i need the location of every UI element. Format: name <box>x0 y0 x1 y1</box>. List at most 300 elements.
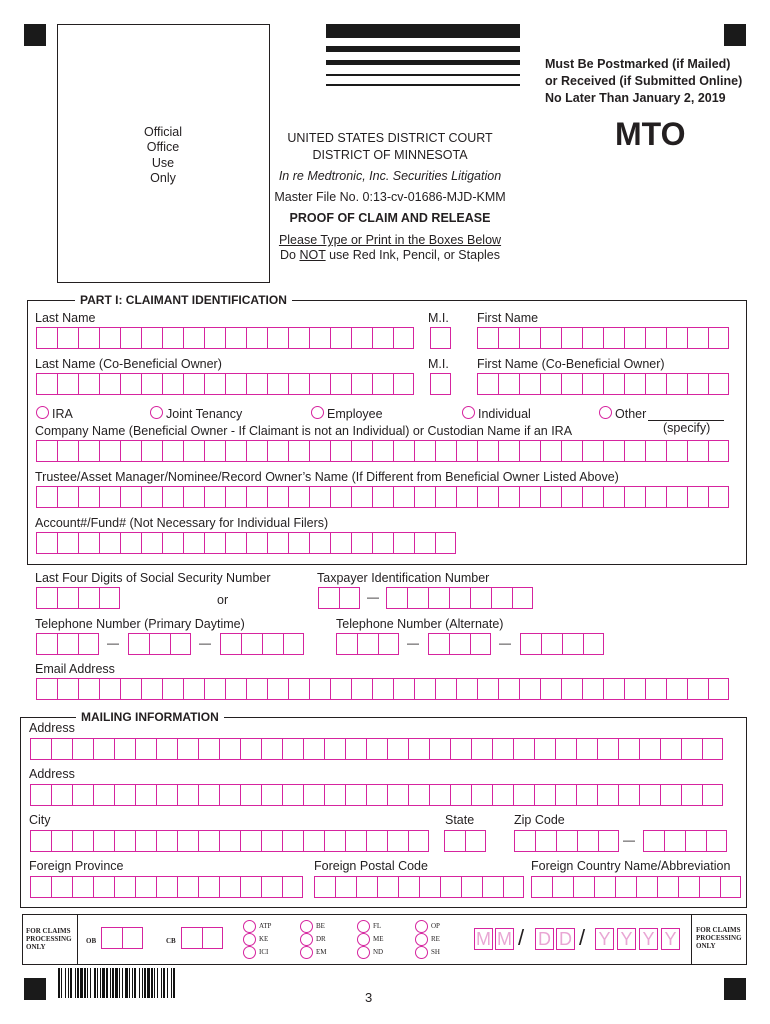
code-ke[interactable] <box>243 933 256 946</box>
entry-box[interactable] <box>93 876 114 898</box>
entry-box[interactable] <box>513 738 534 760</box>
entry-box[interactable] <box>519 373 540 395</box>
entry-box[interactable] <box>498 373 519 395</box>
entry-box[interactable] <box>318 587 339 609</box>
code-op[interactable] <box>415 920 428 933</box>
entry-box[interactable] <box>429 784 450 806</box>
entry-box[interactable] <box>93 738 114 760</box>
entry-box[interactable] <box>519 327 540 349</box>
entry-box[interactable] <box>582 373 603 395</box>
entry-box[interactable] <box>283 633 304 655</box>
entry-box[interactable] <box>450 784 471 806</box>
entry-box[interactable] <box>198 876 219 898</box>
entry-box[interactable] <box>555 738 576 760</box>
entry-box[interactable] <box>345 738 366 760</box>
entry-box[interactable] <box>183 440 204 462</box>
entry-box[interactable] <box>330 373 351 395</box>
entry-box[interactable] <box>582 486 603 508</box>
entry-box[interactable] <box>582 678 603 700</box>
radio-employee[interactable] <box>311 406 324 419</box>
entry-box[interactable] <box>708 678 729 700</box>
entry-box[interactable] <box>114 738 135 760</box>
entry-box[interactable] <box>687 440 708 462</box>
first-name-boxes[interactable] <box>477 327 729 349</box>
entry-box[interactable] <box>681 738 702 760</box>
entry-box[interactable] <box>482 876 503 898</box>
entry-box[interactable] <box>534 738 555 760</box>
entry-box[interactable] <box>57 587 78 609</box>
entry-box[interactable] <box>78 327 99 349</box>
date-year-2[interactable]: Y <box>617 928 636 950</box>
entry-box[interactable] <box>465 830 486 852</box>
entry-box[interactable] <box>351 440 372 462</box>
entry-box[interactable] <box>678 876 699 898</box>
entry-box[interactable] <box>149 633 170 655</box>
entry-box[interactable] <box>520 633 541 655</box>
address1-boxes[interactable] <box>30 738 723 760</box>
entry-box[interactable] <box>450 738 471 760</box>
entry-box[interactable] <box>428 633 449 655</box>
entry-box[interactable] <box>645 678 666 700</box>
entry-box[interactable] <box>561 486 582 508</box>
state-boxes[interactable] <box>444 830 486 852</box>
radio-individual[interactable] <box>462 406 475 419</box>
entry-box[interactable] <box>141 327 162 349</box>
entry-box[interactable] <box>597 738 618 760</box>
entry-box[interactable] <box>267 373 288 395</box>
entry-box[interactable] <box>282 784 303 806</box>
entry-box[interactable] <box>162 532 183 554</box>
entry-box[interactable] <box>225 373 246 395</box>
entry-box[interactable] <box>377 876 398 898</box>
date-year-4[interactable]: Y <box>661 928 680 950</box>
entry-box[interactable] <box>387 830 408 852</box>
entry-box[interactable] <box>141 532 162 554</box>
entry-box[interactable] <box>99 587 120 609</box>
code-fl[interactable] <box>357 920 370 933</box>
entry-box[interactable] <box>30 876 51 898</box>
entry-box[interactable] <box>449 587 470 609</box>
phone-alt-line[interactable] <box>520 633 604 655</box>
entry-box[interactable] <box>666 678 687 700</box>
entry-box[interactable] <box>336 633 357 655</box>
entry-box[interactable] <box>219 876 240 898</box>
entry-box[interactable] <box>78 532 99 554</box>
entry-box[interactable] <box>246 486 267 508</box>
code-sh[interactable] <box>415 946 428 959</box>
entry-box[interactable] <box>309 678 330 700</box>
entry-box[interactable] <box>99 678 120 700</box>
trustee-boxes[interactable] <box>36 486 729 508</box>
entry-box[interactable] <box>660 738 681 760</box>
entry-box[interactable] <box>535 830 556 852</box>
entry-box[interactable] <box>204 373 225 395</box>
entry-box[interactable] <box>330 440 351 462</box>
entry-box[interactable] <box>645 486 666 508</box>
code-ici[interactable] <box>243 946 256 959</box>
entry-box[interactable] <box>372 373 393 395</box>
entry-box[interactable] <box>540 440 561 462</box>
entry-box[interactable] <box>78 587 99 609</box>
entry-box[interactable] <box>309 532 330 554</box>
company-name-boxes[interactable] <box>36 440 729 462</box>
entry-box[interactable] <box>122 927 143 949</box>
entry-box[interactable] <box>491 587 512 609</box>
date-month-2[interactable]: M <box>497 929 512 949</box>
phone-alt-area[interactable] <box>336 633 399 655</box>
entry-box[interactable] <box>219 784 240 806</box>
entry-box[interactable] <box>36 486 57 508</box>
entry-box[interactable] <box>36 633 57 655</box>
entry-box[interactable] <box>531 876 552 898</box>
entry-box[interactable] <box>573 876 594 898</box>
entry-box[interactable] <box>456 678 477 700</box>
entry-box[interactable] <box>120 440 141 462</box>
entry-box[interactable] <box>594 876 615 898</box>
entry-box[interactable] <box>330 327 351 349</box>
zip-ext-boxes[interactable] <box>643 830 727 852</box>
last-name-boxes[interactable] <box>36 327 414 349</box>
entry-box[interactable] <box>99 532 120 554</box>
entry-box[interactable] <box>708 440 729 462</box>
entry-box[interactable] <box>114 784 135 806</box>
entry-box[interactable] <box>430 373 451 395</box>
entry-box[interactable] <box>660 784 681 806</box>
entry-box[interactable] <box>372 532 393 554</box>
entry-box[interactable] <box>141 486 162 508</box>
entry-box[interactable] <box>351 327 372 349</box>
entry-box[interactable] <box>204 327 225 349</box>
code-nd[interactable] <box>357 946 370 959</box>
entry-box[interactable] <box>603 440 624 462</box>
entry-box[interactable] <box>156 830 177 852</box>
entry-box[interactable] <box>636 876 657 898</box>
entry-box[interactable] <box>198 738 219 760</box>
entry-box[interactable] <box>246 440 267 462</box>
entry-box[interactable] <box>141 440 162 462</box>
entry-box[interactable] <box>114 830 135 852</box>
entry-box[interactable] <box>708 327 729 349</box>
entry-box[interactable] <box>156 738 177 760</box>
entry-box[interactable] <box>57 327 78 349</box>
entry-box[interactable] <box>288 678 309 700</box>
entry-box[interactable] <box>618 738 639 760</box>
entry-box[interactable] <box>282 738 303 760</box>
entry-box[interactable] <box>449 633 470 655</box>
entry-box[interactable] <box>556 830 577 852</box>
entry-box[interactable] <box>99 440 120 462</box>
entry-box[interactable] <box>51 876 72 898</box>
entry-box[interactable] <box>577 830 598 852</box>
entry-box[interactable] <box>177 738 198 760</box>
entry-box[interactable] <box>335 876 356 898</box>
entry-box[interactable] <box>36 327 57 349</box>
entry-box[interactable] <box>330 486 351 508</box>
entry-box[interactable] <box>267 440 288 462</box>
entry-box[interactable] <box>262 633 283 655</box>
entry-box[interactable] <box>414 486 435 508</box>
entry-box[interactable] <box>372 678 393 700</box>
entry-box[interactable] <box>492 784 513 806</box>
entry-box[interactable] <box>519 440 540 462</box>
mi-boxes[interactable] <box>430 327 451 349</box>
entry-box[interactable] <box>162 327 183 349</box>
code-dr[interactable] <box>300 933 313 946</box>
entry-box[interactable] <box>51 830 72 852</box>
entry-box[interactable] <box>51 738 72 760</box>
entry-box[interactable] <box>30 738 51 760</box>
entry-box[interactable] <box>330 532 351 554</box>
entry-box[interactable] <box>398 876 419 898</box>
entry-box[interactable] <box>162 678 183 700</box>
entry-box[interactable] <box>618 784 639 806</box>
entry-box[interactable] <box>498 486 519 508</box>
entry-box[interactable] <box>246 532 267 554</box>
entry-box[interactable] <box>387 784 408 806</box>
entry-box[interactable] <box>393 373 414 395</box>
entry-box[interactable] <box>204 440 225 462</box>
entry-box[interactable] <box>477 440 498 462</box>
entry-box[interactable] <box>345 830 366 852</box>
entry-box[interactable] <box>177 784 198 806</box>
entry-box[interactable] <box>603 678 624 700</box>
entry-box[interactable] <box>624 486 645 508</box>
entry-box[interactable] <box>687 373 708 395</box>
entry-box[interactable] <box>303 738 324 760</box>
entry-box[interactable] <box>639 784 660 806</box>
entry-box[interactable] <box>598 830 619 852</box>
entry-box[interactable] <box>372 327 393 349</box>
entry-box[interactable] <box>561 327 582 349</box>
entry-box[interactable] <box>498 440 519 462</box>
entry-box[interactable] <box>514 830 535 852</box>
entry-box[interactable] <box>101 927 122 949</box>
phone-primary-area[interactable] <box>36 633 99 655</box>
entry-box[interactable] <box>702 784 723 806</box>
radio-other[interactable] <box>599 406 612 419</box>
entry-box[interactable] <box>687 678 708 700</box>
entry-box[interactable] <box>513 784 534 806</box>
entry-box[interactable] <box>57 440 78 462</box>
entry-box[interactable] <box>93 784 114 806</box>
entry-box[interactable] <box>309 440 330 462</box>
zip-boxes[interactable] <box>514 830 619 852</box>
entry-box[interactable] <box>540 678 561 700</box>
entry-box[interactable] <box>246 373 267 395</box>
entry-box[interactable] <box>519 486 540 508</box>
entry-box[interactable] <box>561 678 582 700</box>
entry-box[interactable] <box>183 532 204 554</box>
radio-joint-tenancy[interactable] <box>150 406 163 419</box>
entry-box[interactable] <box>51 784 72 806</box>
entry-box[interactable] <box>366 784 387 806</box>
entry-box[interactable] <box>624 327 645 349</box>
entry-box[interactable] <box>225 440 246 462</box>
entry-box[interactable] <box>351 486 372 508</box>
entry-box[interactable] <box>282 876 303 898</box>
entry-box[interactable] <box>330 678 351 700</box>
entry-box[interactable] <box>414 440 435 462</box>
entry-box[interactable] <box>36 532 57 554</box>
entry-box[interactable] <box>555 784 576 806</box>
entry-box[interactable] <box>78 633 99 655</box>
entry-box[interactable] <box>57 532 78 554</box>
entry-box[interactable] <box>225 678 246 700</box>
entry-box[interactable] <box>470 587 491 609</box>
entry-box[interactable] <box>156 876 177 898</box>
entry-box[interactable] <box>666 327 687 349</box>
entry-box[interactable] <box>540 373 561 395</box>
date-year-3[interactable]: Y <box>639 928 658 950</box>
entry-box[interactable] <box>225 486 246 508</box>
entry-box[interactable] <box>603 327 624 349</box>
mi-co-boxes[interactable] <box>430 373 451 395</box>
entry-box[interactable] <box>170 633 191 655</box>
entry-box[interactable] <box>204 486 225 508</box>
code-re[interactable] <box>415 933 428 946</box>
entry-box[interactable] <box>303 830 324 852</box>
entry-box[interactable] <box>541 633 562 655</box>
entry-box[interactable] <box>470 633 491 655</box>
entry-box[interactable] <box>372 440 393 462</box>
entry-box[interactable] <box>503 876 524 898</box>
entry-box[interactable] <box>561 440 582 462</box>
entry-box[interactable] <box>324 830 345 852</box>
entry-box[interactable] <box>288 486 309 508</box>
date-year-1[interactable]: Y <box>595 928 614 950</box>
entry-box[interactable] <box>99 327 120 349</box>
entry-box[interactable] <box>414 532 435 554</box>
entry-box[interactable] <box>72 830 93 852</box>
entry-box[interactable] <box>378 633 399 655</box>
entry-box[interactable] <box>120 486 141 508</box>
entry-box[interactable] <box>582 327 603 349</box>
entry-box[interactable] <box>141 678 162 700</box>
entry-box[interactable] <box>309 373 330 395</box>
entry-box[interactable] <box>309 486 330 508</box>
entry-box[interactable] <box>429 738 450 760</box>
entry-box[interactable] <box>261 738 282 760</box>
entry-box[interactable] <box>492 738 513 760</box>
entry-box[interactable] <box>225 532 246 554</box>
entry-box[interactable] <box>177 876 198 898</box>
entry-box[interactable] <box>261 830 282 852</box>
entry-box[interactable] <box>288 440 309 462</box>
tin-boxes-part1[interactable] <box>318 587 360 609</box>
entry-box[interactable] <box>699 876 720 898</box>
entry-box[interactable] <box>366 830 387 852</box>
entry-box[interactable] <box>471 738 492 760</box>
entry-box[interactable] <box>471 784 492 806</box>
entry-box[interactable] <box>414 678 435 700</box>
entry-box[interactable] <box>93 830 114 852</box>
tin-boxes-part2[interactable] <box>386 587 533 609</box>
entry-box[interactable] <box>225 327 246 349</box>
entry-box[interactable] <box>57 373 78 395</box>
entry-box[interactable] <box>120 327 141 349</box>
entry-box[interactable] <box>135 784 156 806</box>
entry-box[interactable] <box>288 373 309 395</box>
entry-box[interactable] <box>540 486 561 508</box>
entry-box[interactable] <box>339 587 360 609</box>
entry-box[interactable] <box>477 373 498 395</box>
code-me[interactable] <box>357 933 370 946</box>
entry-box[interactable] <box>202 927 223 949</box>
entry-box[interactable] <box>687 486 708 508</box>
entry-box[interactable] <box>36 373 57 395</box>
entry-box[interactable] <box>78 678 99 700</box>
entry-box[interactable] <box>435 440 456 462</box>
entry-box[interactable] <box>720 876 741 898</box>
entry-box[interactable] <box>643 830 664 852</box>
foreign-country-boxes[interactable] <box>531 876 741 898</box>
entry-box[interactable] <box>219 830 240 852</box>
entry-box[interactable] <box>387 738 408 760</box>
entry-box[interactable] <box>645 373 666 395</box>
phone-primary-prefix[interactable] <box>128 633 191 655</box>
entry-box[interactable] <box>664 830 685 852</box>
entry-box[interactable] <box>345 784 366 806</box>
entry-box[interactable] <box>356 876 377 898</box>
entry-box[interactable] <box>408 830 429 852</box>
entry-box[interactable] <box>240 784 261 806</box>
entry-box[interactable] <box>57 633 78 655</box>
entry-box[interactable] <box>220 633 241 655</box>
entry-box[interactable] <box>603 486 624 508</box>
entry-box[interactable] <box>288 532 309 554</box>
entry-box[interactable] <box>407 587 428 609</box>
entry-box[interactable] <box>246 327 267 349</box>
entry-box[interactable] <box>30 784 51 806</box>
code-em[interactable] <box>300 946 313 959</box>
last-name-co-boxes[interactable] <box>36 373 414 395</box>
entry-box[interactable] <box>240 876 261 898</box>
entry-box[interactable] <box>681 784 702 806</box>
entry-box[interactable] <box>314 876 335 898</box>
entry-box[interactable] <box>324 784 345 806</box>
entry-box[interactable] <box>428 587 449 609</box>
entry-box[interactable] <box>181 927 202 949</box>
entry-box[interactable] <box>477 327 498 349</box>
entry-box[interactable] <box>72 738 93 760</box>
entry-box[interactable] <box>615 876 636 898</box>
entry-box[interactable] <box>408 784 429 806</box>
entry-box[interactable] <box>72 876 93 898</box>
entry-box[interactable] <box>57 678 78 700</box>
date-month-1[interactable]: M <box>476 929 491 949</box>
entry-box[interactable] <box>372 486 393 508</box>
entry-box[interactable] <box>562 633 583 655</box>
entry-box[interactable] <box>393 532 414 554</box>
entry-box[interactable] <box>597 784 618 806</box>
entry-box[interactable] <box>267 532 288 554</box>
entry-box[interactable] <box>435 532 456 554</box>
code-be[interactable] <box>300 920 313 933</box>
entry-box[interactable] <box>204 532 225 554</box>
entry-box[interactable] <box>702 738 723 760</box>
entry-box[interactable] <box>357 633 378 655</box>
entry-box[interactable] <box>440 876 461 898</box>
entry-box[interactable] <box>351 373 372 395</box>
entry-box[interactable] <box>603 373 624 395</box>
entry-box[interactable] <box>57 486 78 508</box>
entry-box[interactable] <box>477 486 498 508</box>
entry-box[interactable] <box>576 784 597 806</box>
entry-box[interactable] <box>183 327 204 349</box>
entry-box[interactable] <box>540 327 561 349</box>
entry-box[interactable] <box>99 486 120 508</box>
entry-box[interactable] <box>366 738 387 760</box>
